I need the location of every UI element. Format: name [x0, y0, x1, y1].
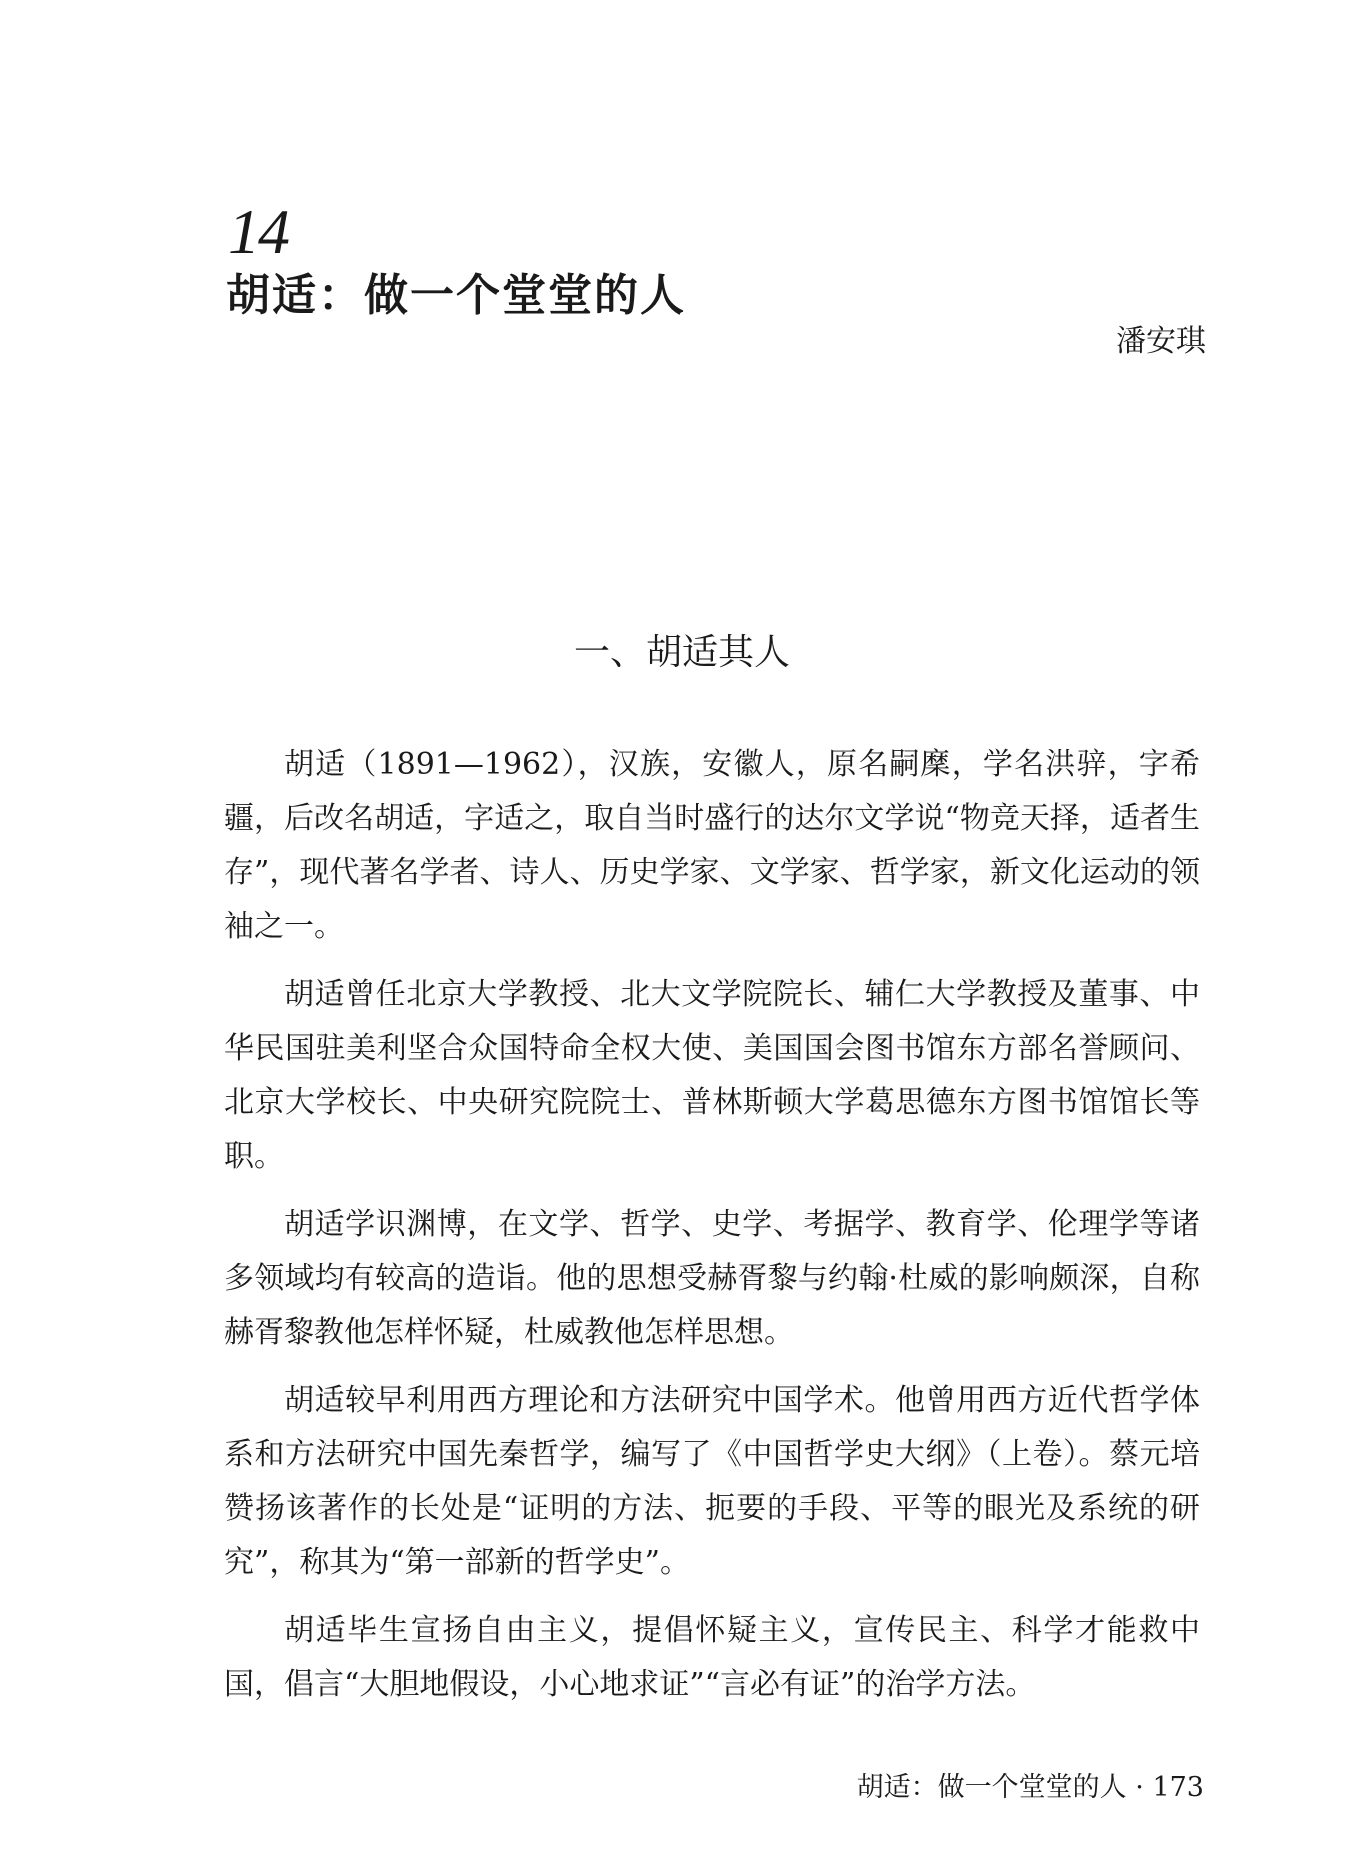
page-number: 173 [1152, 1772, 1204, 1803]
author-name: 潘安琪 [1116, 324, 1206, 359]
chapter-title: 胡适：做一个堂堂的人 [226, 270, 686, 321]
paragraph: 胡适学识渊博，在文学、哲学、史学、考据学、教育学、伦理学等诸多领域均有较高的造诣。他的思想受赫胥黎与约翰·杜威的影响颇深，自称赫胥黎教他怎样怀疑，杜威教他怎样思想。 [224, 1207, 1200, 1350]
footer-title: 胡适：做一个堂堂的人 [856, 1772, 1127, 1803]
chapter-number: 14 [228, 196, 288, 267]
section-heading: 一、胡适其人 [573, 632, 790, 673]
paragraph: 胡适（1891—1962），汉族，安徽人，原名嗣穈，学名洪骍，字希疆，后改名胡适，字适之，取自当时盛行的达尔文学说“物竞天择，适者生存”，现代著名学者、诗人、历史学家、文学家、哲学家，新文化运动的领袖之一。 [224, 747, 1200, 944]
footer-separator: · [1135, 1772, 1144, 1803]
body-text [224, 738, 1200, 1726]
paragraph: 胡适较早利用西方理论和方法研究中国学术。他曾用西方近代哲学体系和方法研究中国先秦哲学，编写了《中国哲学史大纲》（上卷）。蔡元培赞扬该著作的长处是“证明的方法、扼要的手段、平等的眼光及系统的研究”，称其为“第一部新的哲学史”。 [224, 1383, 1200, 1580]
paragraph: 胡适毕生宣扬自由主义，提倡怀疑主义，宣传民主、科学才能救中国，倡言“大胆地假设，小心地求证”“言必有证”的治学方法。 [224, 1613, 1200, 1702]
running-footer [857, 1770, 1204, 1806]
paragraph: 胡适曾任北京大学教授、北大文学院院长、辅仁大学教授及董事、中华民国驻美利坚合众国特命全权大使、美国国会图书馆东方部名誉顾问、北京大学校长、中央研究院院士、普林斯顿大学葛思德东方图书馆馆长等职。 [224, 977, 1200, 1174]
